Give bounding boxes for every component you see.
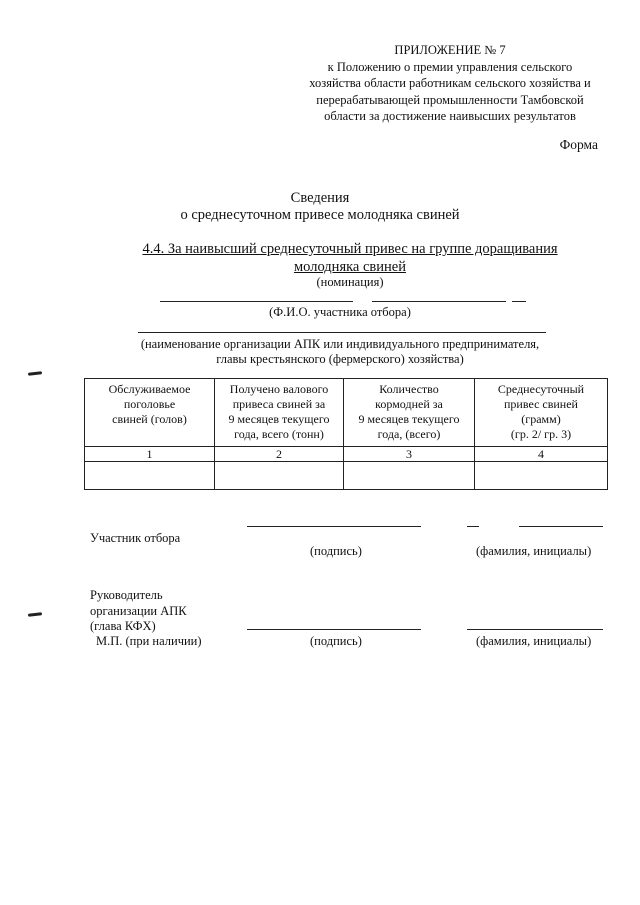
appendix-line: к Положению о премии управления сельского <box>327 59 573 74</box>
table-row <box>85 462 608 490</box>
participant-line <box>512 301 526 302</box>
column-header: Количество кормодней за 9 месяцев текущего года, (всего) <box>344 379 475 447</box>
form-label: Форма <box>559 137 598 152</box>
signature-line <box>247 526 421 527</box>
table-cell[interactable] <box>215 462 344 490</box>
punch-mark <box>28 612 42 616</box>
nomination-caption: (номинация) <box>316 275 384 289</box>
column-header: Среднесуточный привес свиней (грамм) (гр. 2/ гр. 3) <box>475 379 608 447</box>
signature-caption: (подпись) <box>310 634 362 648</box>
appendix-line: перерабатывающей промышленности Тамбовской <box>316 92 584 107</box>
organization-line <box>138 332 546 333</box>
signature-line <box>247 629 421 630</box>
column-number: 2 <box>215 447 344 462</box>
document-subtitle: о среднесуточном привесе молодняка свиней <box>180 207 460 223</box>
column-number: 4 <box>475 447 608 462</box>
organization-caption: главы крестьянского (фермерского) хозяйства) <box>216 352 464 366</box>
table-cell[interactable] <box>344 462 475 490</box>
appendix-line: области за достижение наивысших результатов <box>324 109 576 123</box>
stamp-label: М.П. (при наличии) <box>96 634 202 648</box>
table-header-row <box>85 379 608 447</box>
column-number: 3 <box>344 447 475 462</box>
appendix-block <box>300 42 600 125</box>
column-header: Получено валового привеса свиней за 9 месяцев текущего года, всего (тонн) <box>215 379 344 447</box>
appendix-heading: ПРИЛОЖЕНИЕ № 7 <box>394 43 506 57</box>
organization-caption: (наименование организации АПК или индивидуального предпринимателя, <box>140 337 540 351</box>
head-label: Руководитель организации АПК (глава КФХ) <box>90 588 187 633</box>
nomination-line-2: молодняка свиней <box>294 259 406 275</box>
document-title: Сведения <box>290 190 350 206</box>
appendix-line: хозяйства области работникам сельского хозяйства и <box>309 76 591 90</box>
table-number-row <box>85 447 608 462</box>
name-caption: (фамилия, инициалы) <box>476 544 592 558</box>
table-cell[interactable] <box>85 462 215 490</box>
column-number: 1 <box>85 447 215 462</box>
punch-mark <box>28 371 42 375</box>
name-line <box>519 526 603 527</box>
nomination-line-1: 4.4. За наивысший среднесуточный привес на группе доращивания <box>142 241 558 257</box>
participant-line <box>372 301 506 302</box>
name-line <box>467 526 479 527</box>
participant-caption: (Ф.И.О. участника отбора) <box>269 305 411 319</box>
name-line <box>467 629 603 630</box>
signature-caption: (подпись) <box>310 544 362 558</box>
table-cell[interactable] <box>475 462 608 490</box>
column-header: Обслуживаемое поголовье свиней (голов) <box>85 379 215 447</box>
participant-label: Участник отбора <box>90 531 181 545</box>
data-table <box>84 378 608 490</box>
participant-line <box>160 301 353 302</box>
name-caption: (фамилия, инициалы) <box>476 634 592 648</box>
